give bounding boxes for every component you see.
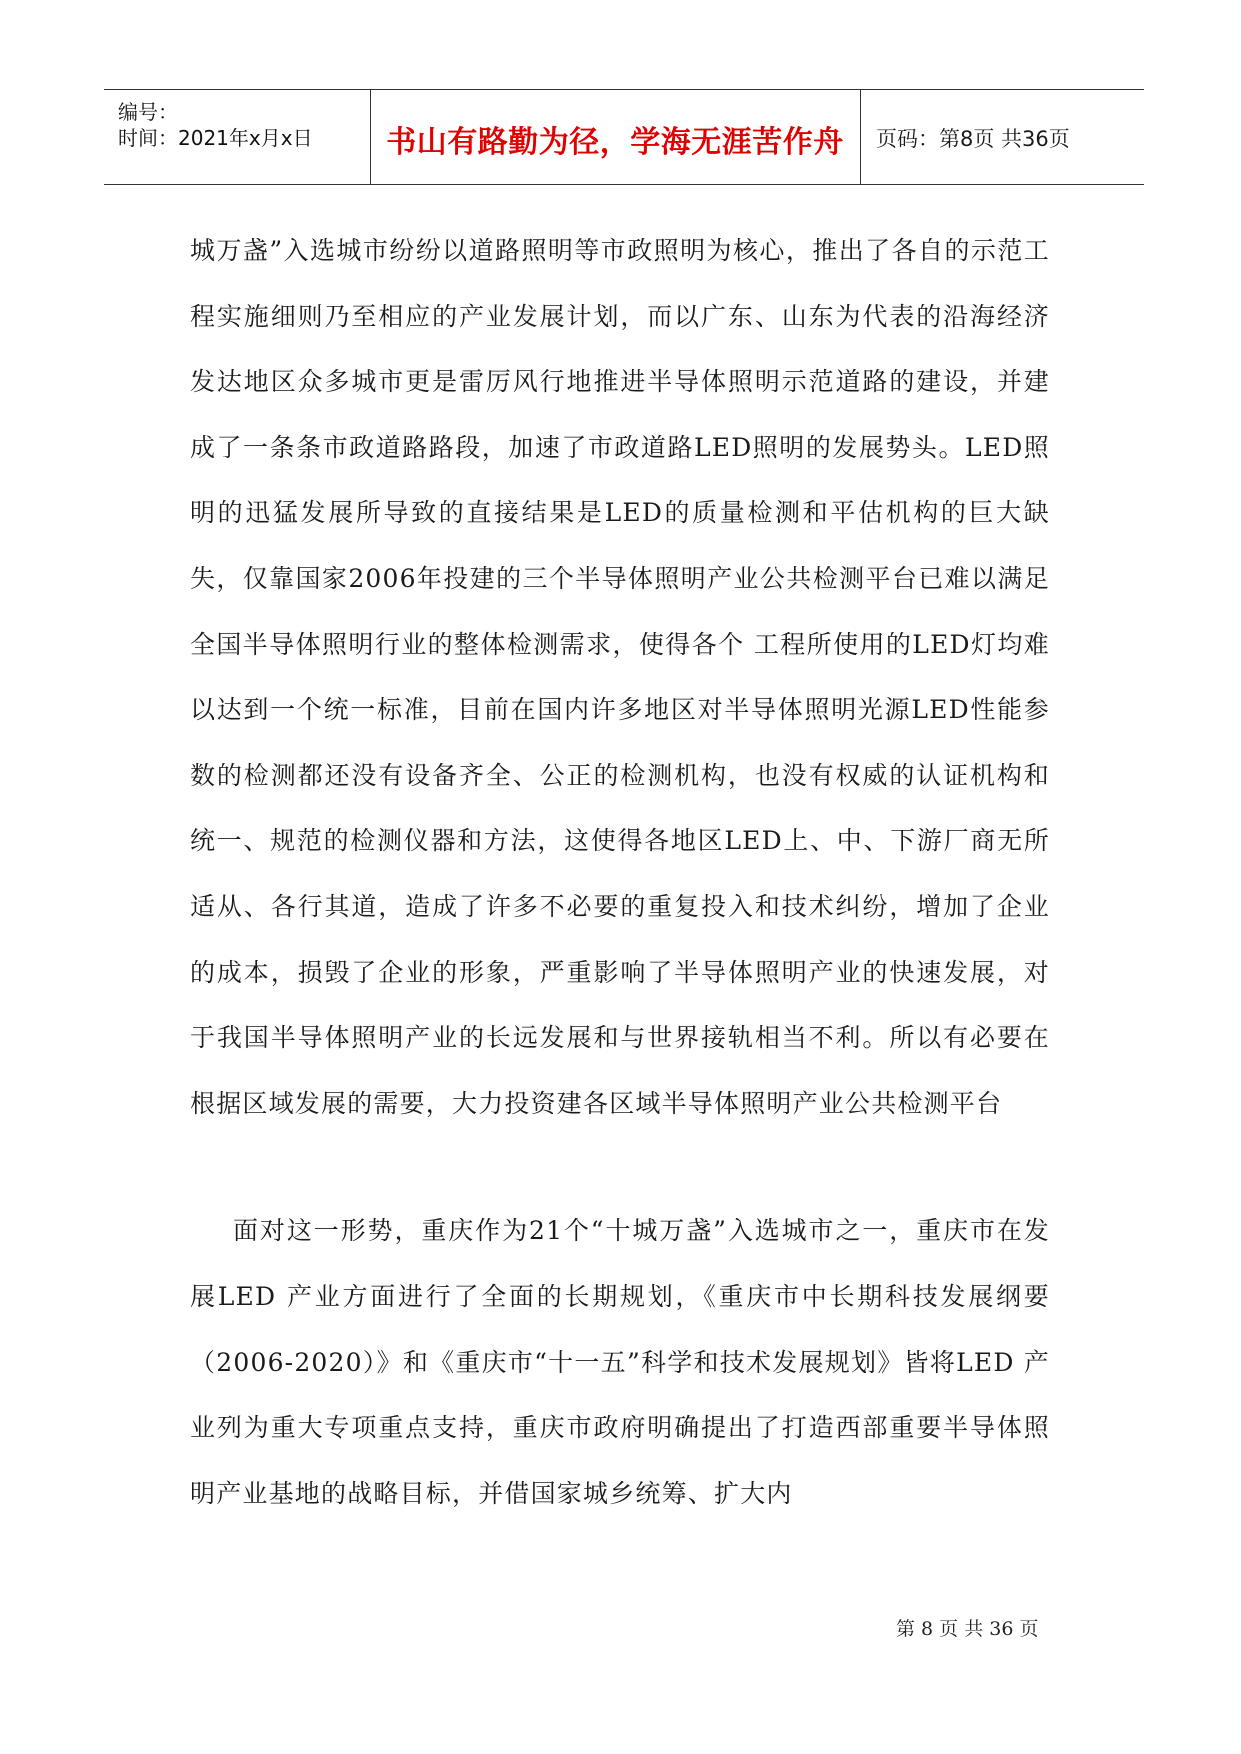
header-meta	[118, 90, 370, 184]
body-paragraph-2: 面对这一形势，重庆作为21个“十城万盏”入选城市之一，重庆市在发展LED 产业方面进行了全面的长期规划，《重庆市中长期科技发展纲要（2006-2020）》和《重庆市“十一五”科学和技术发展规划》皆将LED 产业列为重大专项重点支持，重庆市政府明确提出了打造西部重要半导体照明产业基地的战略目标，并借国家城乡统筹、扩大内	[190, 1216, 1050, 1508]
document-time-label: 时间：2021年x月x日	[118, 126, 313, 150]
body-paragraph-1: 城万盏”入选城市纷纷以道路照明等市政照明为核心，推出了各自的示范工程实施细则乃至相应的产业发展计划，而以广东、山东为代表的沿海经济发达地区众多城市更是雷厉风行地推进半导体照明示范道路的建设，并建成了一条条市政道路路段，加速了市政道路LED照明的发展势头。LED照明的迅猛发展所导致的直接结果是LED的质量检测和平估机构的巨大缺失，仅靠国家2006年投建的三个半导体照明产业公共检测平台已难以满足全国半导体照明行业的整体检测需求，使得各个 工程所使用的LED灯均难以达到一个统一标准，目前在国内许多地区对半导体照明光源LED性能参数的检测都还没有设备齐全、公正的检测机构，也没有权威的认证机构和统一、规范的检测仪器和方法，这使得各地区LED上、中、下游厂商无所适从、各行其道，造成了许多不必要的重复投入和技术纠纷，增加了企业的成本，损毁了企业的形象，严重影响了半导体照明产业的快速发展，对于我国半导体照明产业的长远发展和与世界接轨相当不利。所以有必要在根据区域发展的需要，大力投资建各区域半导体照明产业公共检测平台	[190, 236, 1050, 1118]
document-body	[190, 218, 1050, 1526]
header-page-number: 页码：第8页 共36页	[876, 127, 1070, 151]
paragraph-gap	[190, 1136, 1050, 1198]
header-motto-cell	[370, 90, 860, 184]
header-motto: 书山有路勤为径，学海无涯苦作舟	[386, 125, 844, 160]
document-header	[104, 89, 1144, 185]
header-divider-right	[860, 90, 861, 184]
header-page-cell	[866, 90, 1144, 184]
page-footer: 第 8 页 共 36 页	[896, 1618, 1039, 1640]
document-number-label: 编号：	[118, 100, 178, 124]
